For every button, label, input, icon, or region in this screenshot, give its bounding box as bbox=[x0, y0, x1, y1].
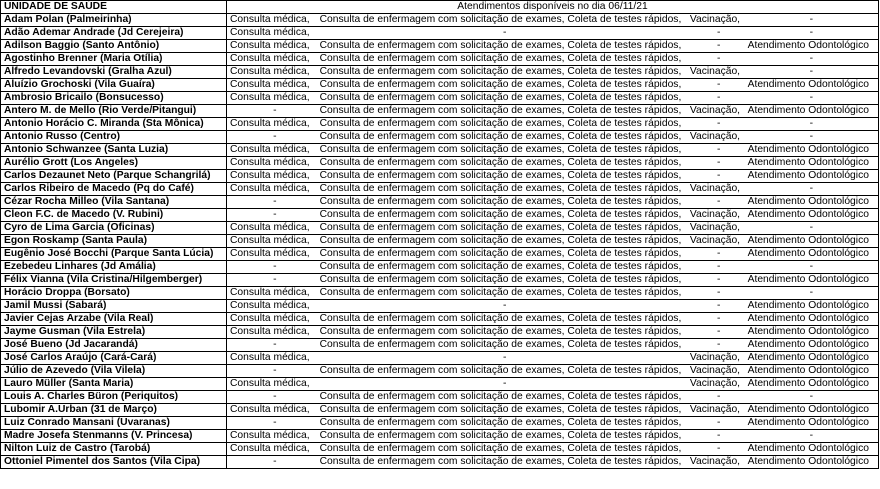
service-vaccination: Vacinação, bbox=[689, 222, 741, 233]
service-vaccination: - bbox=[717, 144, 721, 155]
health-unit-name: Jayme Gusman (Vila Estrela) bbox=[1, 326, 227, 339]
health-unit-name: Javier Cejas Arzabe (Vila Real) bbox=[1, 313, 227, 326]
health-unit-name: Madre Josefa Stenmanns (V. Princesa) bbox=[1, 430, 227, 443]
service-medical-consult: - bbox=[273, 105, 277, 116]
services-cell bbox=[227, 105, 879, 118]
service-dental: - bbox=[809, 27, 814, 38]
service-medical-consult: Consulta médica, bbox=[230, 300, 310, 311]
service-dental: Atendimento Odontológico bbox=[747, 326, 869, 337]
service-medical-consult: Consulta médica, bbox=[230, 66, 310, 77]
service-medical-consult: Consulta médica, bbox=[230, 144, 310, 155]
service-medical-consult: - bbox=[273, 417, 277, 428]
service-vaccination: - bbox=[717, 326, 721, 337]
header-available-services: Atendimentos disponíveis no dia 06/11/21 bbox=[227, 1, 879, 14]
service-nursing-consult: Consulta de enfermagem com solicitação de exames, Coleta de testes rápidos, bbox=[319, 326, 682, 337]
services-cell bbox=[227, 27, 879, 40]
service-nursing-consult: Consulta de enfermagem com solicitação de exames, Coleta de testes rápidos, bbox=[319, 40, 682, 51]
health-unit-name: Cézar Rocha Milleo (Vila Santana) bbox=[1, 196, 227, 209]
header-health-unit: UNIDADE DE SAÚDE bbox=[1, 1, 227, 14]
health-unit-name: Louis A. Charles Büron (Periquitos) bbox=[1, 391, 227, 404]
service-dental: - bbox=[809, 118, 814, 129]
service-dental: Atendimento Odontológico bbox=[747, 339, 869, 350]
service-nursing-consult: Consulta de enfermagem com solicitação de exames, Coleta de testes rápidos, bbox=[319, 183, 682, 194]
health-unit-name: Horácio Droppa (Borsato) bbox=[1, 287, 227, 300]
service-medical-consult: - bbox=[273, 261, 277, 272]
service-medical-consult: Consulta médica, bbox=[230, 287, 310, 298]
table-row bbox=[1, 118, 879, 131]
service-dental: - bbox=[809, 53, 814, 64]
service-dental: Atendimento Odontológico bbox=[747, 378, 869, 389]
service-vaccination: - bbox=[717, 196, 721, 207]
health-unit-name: Agostinho Brenner (Maria Otília) bbox=[1, 53, 227, 66]
service-vaccination: - bbox=[717, 248, 721, 259]
service-nursing-consult: Consulta de enfermagem com solicitação de exames, Coleta de testes rápidos, bbox=[319, 144, 682, 155]
services-cell bbox=[227, 300, 879, 313]
service-vaccination: Vacinação, bbox=[689, 66, 741, 77]
health-unit-name: Antonio Schwanzee (Santa Luzia) bbox=[1, 144, 227, 157]
health-unit-name: Lubomir A.Urban (31 de Março) bbox=[1, 404, 227, 417]
health-unit-name: Cyro de Lima Garcia (Oficinas) bbox=[1, 222, 227, 235]
service-medical-consult: - bbox=[273, 196, 277, 207]
service-nursing-consult: Consulta de enfermagem com solicitação de exames, Coleta de testes rápidos, bbox=[319, 235, 682, 246]
services-cell bbox=[227, 404, 879, 417]
table-row bbox=[1, 339, 879, 352]
service-nursing-consult: Consulta de enfermagem com solicitação de exames, Coleta de testes rápidos, bbox=[319, 79, 682, 90]
services-cell bbox=[227, 287, 879, 300]
service-dental: Atendimento Odontológico bbox=[747, 365, 869, 376]
service-dental: Atendimento Odontológico bbox=[747, 352, 869, 363]
health-unit-name: Eugênio José Bocchi (Parque Santa Lúcia) bbox=[1, 248, 227, 261]
service-dental: Atendimento Odontológico bbox=[747, 456, 869, 467]
table-row bbox=[1, 14, 879, 27]
table-row bbox=[1, 183, 879, 196]
service-vaccination: Vacinação, bbox=[689, 235, 741, 246]
service-vaccination: - bbox=[717, 287, 721, 298]
service-vaccination: - bbox=[717, 391, 721, 402]
service-medical-consult: - bbox=[273, 339, 277, 350]
health-unit-name: Adilson Baggio (Santo Antônio) bbox=[1, 40, 227, 53]
services-cell bbox=[227, 391, 879, 404]
services-cell bbox=[227, 66, 879, 79]
service-medical-consult: - bbox=[273, 456, 277, 467]
health-unit-name: Júlio de Azevedo (Vila Vilela) bbox=[1, 365, 227, 378]
services-cell bbox=[227, 209, 879, 222]
service-nursing-consult: Consulta de enfermagem com solicitação de exames, Coleta de testes rápidos, bbox=[319, 14, 682, 25]
services-cell bbox=[227, 378, 879, 391]
service-nursing-consult: Consulta de enfermagem com solicitação de exames, Coleta de testes rápidos, bbox=[319, 66, 682, 77]
service-dental: - bbox=[809, 14, 814, 25]
service-dental: Atendimento Odontológico bbox=[747, 105, 869, 116]
table-row bbox=[1, 92, 879, 105]
service-dental: - bbox=[809, 261, 814, 272]
service-dental: Atendimento Odontológico bbox=[747, 144, 869, 155]
services-cell bbox=[227, 430, 879, 443]
service-dental: Atendimento Odontológico bbox=[747, 170, 869, 181]
service-dental: Atendimento Odontológico bbox=[747, 404, 869, 415]
service-nursing-consult: Consulta de enfermagem com solicitação de exames, Coleta de testes rápidos, bbox=[319, 209, 682, 220]
health-unit-name: Cleon F.C. de Macedo (V. Rubini) bbox=[1, 209, 227, 222]
health-unit-name: Antonio Russo (Centro) bbox=[1, 131, 227, 144]
services-cell bbox=[227, 183, 879, 196]
service-nursing-consult: Consulta de enfermagem com solicitação de exames, Coleta de testes rápidos, bbox=[319, 391, 682, 402]
service-nursing-consult: Consulta de enfermagem com solicitação de exames, Coleta de testes rápidos, bbox=[319, 339, 682, 350]
table-row bbox=[1, 235, 879, 248]
service-vaccination: - bbox=[717, 274, 721, 285]
service-medical-consult: Consulta médica, bbox=[230, 248, 310, 259]
table-row bbox=[1, 40, 879, 53]
service-nursing-consult: Consulta de enfermagem com solicitação de exames, Coleta de testes rápidos, bbox=[319, 456, 682, 467]
service-medical-consult: Consulta médica, bbox=[230, 118, 310, 129]
services-cell bbox=[227, 339, 879, 352]
service-medical-consult: Consulta médica, bbox=[230, 378, 310, 389]
table-row bbox=[1, 170, 879, 183]
service-vaccination: Vacinação, bbox=[689, 105, 741, 116]
service-nursing-consult: Consulta de enfermagem com solicitação de exames, Coleta de testes rápidos, bbox=[319, 131, 682, 142]
service-dental: Atendimento Odontológico bbox=[747, 417, 869, 428]
service-medical-consult: Consulta médica, bbox=[230, 235, 310, 246]
service-vaccination: Vacinação, bbox=[689, 209, 741, 220]
service-dental: Atendimento Odontológico bbox=[747, 79, 869, 90]
table-row bbox=[1, 365, 879, 378]
service-medical-consult: Consulta médica, bbox=[230, 352, 310, 363]
service-medical-consult: Consulta médica, bbox=[230, 326, 310, 337]
service-nursing-consult: Consulta de enfermagem com solicitação de exames, Coleta de testes rápidos, bbox=[319, 365, 682, 376]
health-unit-name: Carlos Dezaunet Neto (Parque Schangrilá) bbox=[1, 170, 227, 183]
service-nursing-consult: Consulta de enfermagem com solicitação de exames, Coleta de testes rápidos, bbox=[319, 313, 682, 324]
table-body bbox=[1, 14, 879, 469]
table-row bbox=[1, 105, 879, 118]
services-cell bbox=[227, 365, 879, 378]
service-vaccination: - bbox=[717, 443, 721, 454]
health-unit-name: Alfredo Levandovski (Gralha Azul) bbox=[1, 66, 227, 79]
health-unit-name: Adam Polan (Palmeirinha) bbox=[1, 14, 227, 27]
table-row bbox=[1, 404, 879, 417]
service-vaccination: - bbox=[717, 430, 721, 441]
service-dental: Atendimento Odontológico bbox=[747, 196, 869, 207]
table-row bbox=[1, 144, 879, 157]
service-vaccination: Vacinação, bbox=[689, 183, 741, 194]
services-cell bbox=[227, 196, 879, 209]
table-row bbox=[1, 261, 879, 274]
table-row bbox=[1, 352, 879, 365]
service-nursing-consult: - bbox=[503, 300, 507, 311]
health-unit-name: Ambrosio Bricailo (Bonsucesso) bbox=[1, 92, 227, 105]
service-vaccination: - bbox=[717, 92, 721, 103]
service-dental: - bbox=[809, 92, 814, 103]
service-medical-consult: - bbox=[273, 274, 277, 285]
health-unit-name: Antero M. de Mello (Rio Verde/Pitangui) bbox=[1, 105, 227, 118]
service-nursing-consult: Consulta de enfermagem com solicitação de exames, Coleta de testes rápidos, bbox=[319, 222, 682, 233]
service-dental: - bbox=[809, 66, 814, 77]
table-row bbox=[1, 66, 879, 79]
service-vaccination: - bbox=[717, 313, 721, 324]
table-row bbox=[1, 391, 879, 404]
health-unit-name: Ezebedeu Linhares (Jd Amália) bbox=[1, 261, 227, 274]
table-row bbox=[1, 157, 879, 170]
service-nursing-consult: - bbox=[503, 352, 507, 363]
health-unit-name: José Carlos Araújo (Cará-Cará) bbox=[1, 352, 227, 365]
service-nursing-consult: Consulta de enfermagem com solicitação de exames, Coleta de testes rápidos, bbox=[319, 443, 682, 454]
service-vaccination: - bbox=[717, 157, 721, 168]
service-medical-consult: Consulta médica, bbox=[230, 170, 310, 181]
service-dental: - bbox=[809, 131, 814, 142]
health-unit-name: Antonio Horácio C. Miranda (Sta Mônica) bbox=[1, 118, 227, 131]
service-vaccination: Vacinação, bbox=[689, 365, 741, 376]
table-row bbox=[1, 27, 879, 40]
service-vaccination: Vacinação, bbox=[689, 14, 741, 25]
services-cell bbox=[227, 170, 879, 183]
service-vaccination: Vacinação, bbox=[689, 131, 741, 142]
service-vaccination: Vacinação, bbox=[689, 352, 741, 363]
service-vaccination: - bbox=[717, 118, 721, 129]
services-cell bbox=[227, 157, 879, 170]
service-vaccination: - bbox=[717, 79, 721, 90]
health-unit-name: Luiz Conrado Mansani (Uvaranas) bbox=[1, 417, 227, 430]
health-unit-name: Jamil Mussi (Sabará) bbox=[1, 300, 227, 313]
service-vaccination: Vacinação, bbox=[689, 378, 741, 389]
service-dental: - bbox=[809, 183, 814, 194]
table-row bbox=[1, 222, 879, 235]
service-dental: - bbox=[809, 430, 814, 441]
services-cell bbox=[227, 14, 879, 27]
service-medical-consult: Consulta médica, bbox=[230, 157, 310, 168]
table-row bbox=[1, 79, 879, 92]
service-nursing-consult: Consulta de enfermagem com solicitação de exames, Coleta de testes rápidos, bbox=[319, 118, 682, 129]
service-medical-consult: Consulta médica, bbox=[230, 92, 310, 103]
service-vaccination: - bbox=[717, 27, 721, 38]
service-nursing-consult: Consulta de enfermagem com solicitação de exames, Coleta de testes rápidos, bbox=[319, 287, 682, 298]
services-cell bbox=[227, 235, 879, 248]
service-nursing-consult: Consulta de enfermagem com solicitação de exames, Coleta de testes rápidos, bbox=[319, 170, 682, 181]
services-cell bbox=[227, 118, 879, 131]
service-vaccination: Vacinação, bbox=[689, 404, 741, 415]
service-nursing-consult: Consulta de enfermagem com solicitação de exames, Coleta de testes rápidos, bbox=[319, 248, 682, 259]
table-row bbox=[1, 287, 879, 300]
service-vaccination: Vacinação, bbox=[689, 456, 741, 467]
health-unit-name: José Bueno (Jd Jacarandá) bbox=[1, 339, 227, 352]
services-cell bbox=[227, 261, 879, 274]
health-unit-name: Nilton Luiz de Castro (Tarobá) bbox=[1, 443, 227, 456]
table-row bbox=[1, 53, 879, 66]
service-medical-consult: Consulta médica, bbox=[230, 313, 310, 324]
health-unit-name: Lauro Müller (Santa Maria) bbox=[1, 378, 227, 391]
service-nursing-consult: - bbox=[503, 27, 507, 38]
service-nursing-consult: Consulta de enfermagem com solicitação de exames, Coleta de testes rápidos, bbox=[319, 157, 682, 168]
service-medical-consult: - bbox=[273, 391, 277, 402]
service-dental: - bbox=[809, 222, 814, 233]
service-dental: Atendimento Odontológico bbox=[747, 209, 869, 220]
table-row bbox=[1, 456, 879, 469]
service-dental: Atendimento Odontológico bbox=[747, 248, 869, 259]
health-unit-name: Aurélio Grott (Los Angeles) bbox=[1, 157, 227, 170]
services-cell bbox=[227, 79, 879, 92]
health-unit-name: Carlos Ribeiro de Macedo (Pq do Café) bbox=[1, 183, 227, 196]
service-dental: - bbox=[809, 287, 814, 298]
service-nursing-consult: Consulta de enfermagem com solicitação de exames, Coleta de testes rápidos, bbox=[319, 404, 682, 415]
services-cell bbox=[227, 417, 879, 430]
services-cell bbox=[227, 92, 879, 105]
table-row bbox=[1, 196, 879, 209]
service-nursing-consult: Consulta de enfermagem com solicitação de exames, Coleta de testes rápidos, bbox=[319, 430, 682, 441]
table-row bbox=[1, 417, 879, 430]
services-cell bbox=[227, 326, 879, 339]
service-nursing-consult: Consulta de enfermagem com solicitação de exames, Coleta de testes rápidos, bbox=[319, 274, 682, 285]
services-cell bbox=[227, 456, 879, 469]
health-unit-name: Félix Vianna (Vila Cristina/Hilgemberger) bbox=[1, 274, 227, 287]
service-dental: Atendimento Odontológico bbox=[747, 300, 869, 311]
service-dental: Atendimento Odontológico bbox=[747, 40, 869, 51]
service-medical-consult: Consulta médica, bbox=[230, 404, 310, 415]
service-medical-consult: - bbox=[273, 365, 277, 376]
table-row bbox=[1, 209, 879, 222]
service-medical-consult: Consulta médica, bbox=[230, 27, 310, 38]
service-medical-consult: Consulta médica, bbox=[230, 183, 310, 194]
service-nursing-consult: Consulta de enfermagem com solicitação de exames, Coleta de testes rápidos, bbox=[319, 105, 682, 116]
health-unit-name: Adão Ademar Andrade (Jd Cerejeira) bbox=[1, 27, 227, 40]
service-dental: - bbox=[809, 391, 814, 402]
health-unit-name: Aluízio Grochoski (Vila Guaíra) bbox=[1, 79, 227, 92]
service-medical-consult: Consulta médica, bbox=[230, 222, 310, 233]
service-medical-consult: Consulta médica, bbox=[230, 40, 310, 51]
service-vaccination: - bbox=[717, 261, 721, 272]
service-medical-consult: - bbox=[273, 209, 277, 220]
services-cell bbox=[227, 274, 879, 287]
service-vaccination: - bbox=[717, 300, 721, 311]
service-dental: Atendimento Odontológico bbox=[747, 274, 869, 285]
services-cell bbox=[227, 313, 879, 326]
service-nursing-consult: Consulta de enfermagem com solicitação de exames, Coleta de testes rápidos, bbox=[319, 53, 682, 64]
services-cell bbox=[227, 443, 879, 456]
service-dental: Atendimento Odontológico bbox=[747, 443, 869, 454]
health-unit-name: Egon Roskamp (Santa Paula) bbox=[1, 235, 227, 248]
service-vaccination: - bbox=[717, 339, 721, 350]
service-vaccination: - bbox=[717, 170, 721, 181]
table-row bbox=[1, 300, 879, 313]
service-medical-consult: Consulta médica, bbox=[230, 430, 310, 441]
services-cell bbox=[227, 248, 879, 261]
table-row bbox=[1, 313, 879, 326]
services-cell bbox=[227, 40, 879, 53]
service-dental: Atendimento Odontológico bbox=[747, 313, 869, 324]
table-header-row bbox=[1, 1, 879, 14]
table-row bbox=[1, 430, 879, 443]
table-row bbox=[1, 378, 879, 391]
service-nursing-consult: Consulta de enfermagem com solicitação de exames, Coleta de testes rápidos, bbox=[319, 417, 682, 428]
service-nursing-consult: Consulta de enfermagem com solicitação de exames, Coleta de testes rápidos, bbox=[319, 196, 682, 207]
service-nursing-consult: - bbox=[503, 378, 507, 389]
table-row bbox=[1, 326, 879, 339]
services-cell bbox=[227, 222, 879, 235]
service-medical-consult: Consulta médica, bbox=[230, 79, 310, 90]
services-cell bbox=[227, 144, 879, 157]
service-vaccination: - bbox=[717, 53, 721, 64]
table-row bbox=[1, 274, 879, 287]
table-row bbox=[1, 443, 879, 456]
service-medical-consult: Consulta médica, bbox=[230, 14, 310, 25]
table-row bbox=[1, 131, 879, 144]
service-dental: Atendimento Odontológico bbox=[747, 235, 869, 246]
services-cell bbox=[227, 131, 879, 144]
service-medical-consult: - bbox=[273, 131, 277, 142]
service-dental: Atendimento Odontológico bbox=[747, 157, 869, 168]
service-medical-consult: Consulta médica, bbox=[230, 443, 310, 454]
service-nursing-consult: Consulta de enfermagem com solicitação de exames, Coleta de testes rápidos, bbox=[319, 261, 682, 272]
table-row bbox=[1, 248, 879, 261]
services-cell bbox=[227, 352, 879, 365]
service-vaccination: - bbox=[717, 40, 721, 51]
service-medical-consult: Consulta médica, bbox=[230, 53, 310, 64]
service-nursing-consult: Consulta de enfermagem com solicitação de exames, Coleta de testes rápidos, bbox=[319, 92, 682, 103]
service-vaccination: - bbox=[717, 417, 721, 428]
services-cell bbox=[227, 53, 879, 66]
health-unit-name: Ottoniel Pimentel dos Santos (Vila Cipa) bbox=[1, 456, 227, 469]
